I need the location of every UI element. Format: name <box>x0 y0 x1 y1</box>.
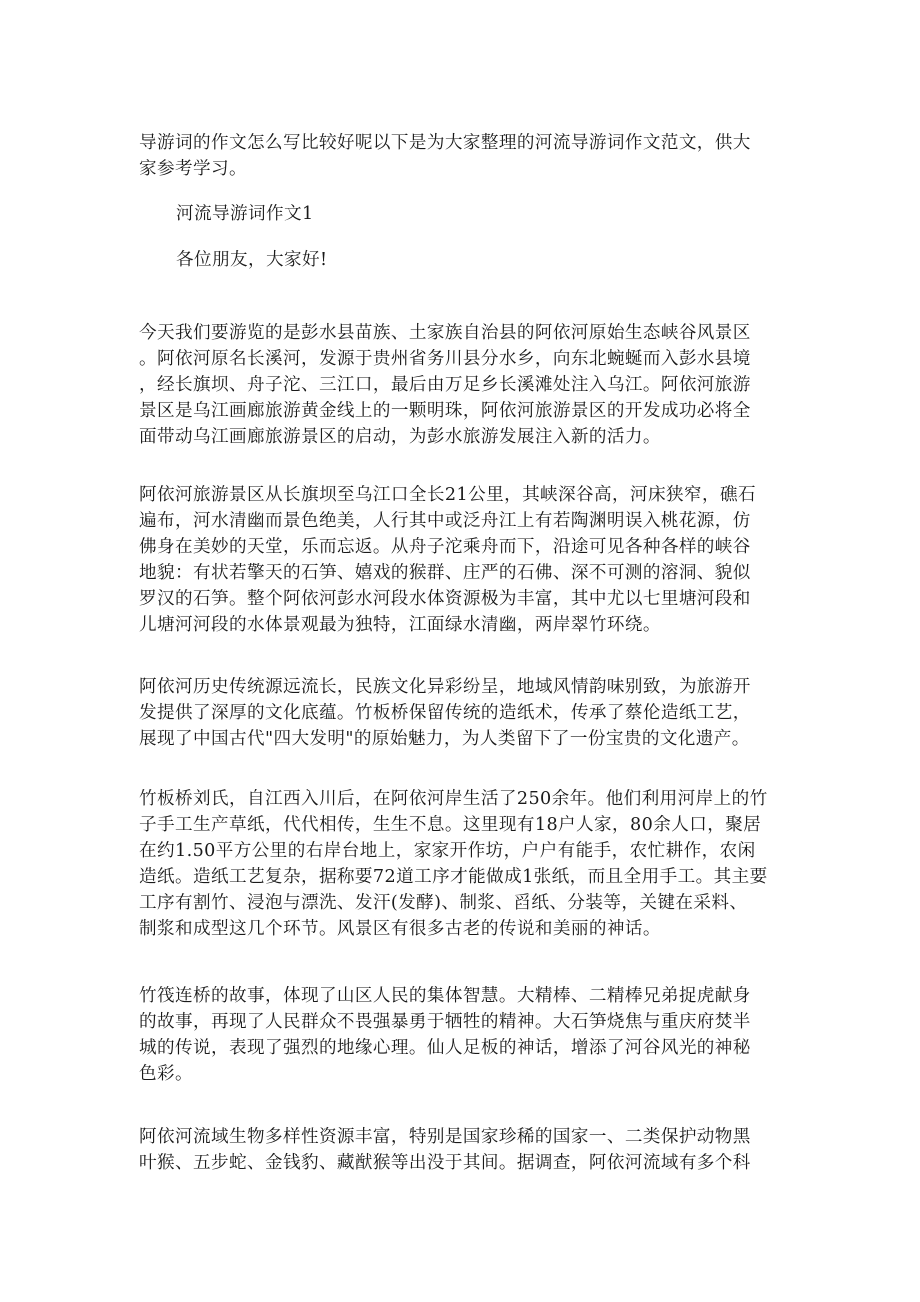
section-title <box>176 201 812 227</box>
text-line: 色彩。 <box>139 1064 193 1084</box>
text-line: 河流导游词作文1 <box>176 204 314 224</box>
text-line: 景区是乌江画廊旅游黄金线上的一颗明珠，阿依河旅游景区的开发成功必将全 <box>139 401 751 421</box>
text-line: 工序有割竹、浸泡与漂洗、发汗(发酵)、制浆、舀纸、分装等，关键在采料、 <box>139 893 748 913</box>
body-paragraph-1 <box>139 320 775 450</box>
text-line: 罗汉的石笋。整个阿依河彭水河段水体资源极为丰富，其中尤以七里塘河段和 <box>139 589 751 609</box>
text-line: 在约1.50平方公里的右岸台地上，家家开作坊，户户有能手，农忙耕作，农闲 <box>139 841 756 861</box>
text-line: 城的传说，表现了强烈的地缘心理。仙人足板的神话，增添了河谷风光的神秘 <box>139 1038 751 1058</box>
body-paragraph-4 <box>139 786 775 942</box>
body-paragraph-5 <box>139 983 775 1087</box>
text-line: 竹筏连桥的故事，体现了山区人民的集体智慧。大精棒、二精棒兄弟捉虎献身 <box>139 986 751 1006</box>
text-line: 阿依河历史传统源远流长，民族文化异彩纷呈，地域风情韵味别致，为旅游开 <box>139 677 751 697</box>
text-line: 导游词的作文怎么写比较好呢以下是为大家整理的河流导游词作文范文，供大 <box>139 133 751 153</box>
text-line: 各位朋友，大家好! <box>176 250 328 270</box>
text-line: 今天我们要游览的是彭水县苗族、土家族自治县的阿依河原始生态峡谷风景区 <box>139 323 751 343</box>
text-line: 面带动乌江画廊旅游景区的启动，为彭水旅游发展注入新的活力。 <box>139 427 661 447</box>
text-line: 展现了中国古代"四大发明"的原始魅力，为人类留下了一份宝贵的文化遗产。 <box>139 729 750 749</box>
text-line: 发提供了深厚的文化底蕴。竹板桥保留传统的造纸术，传承了蔡伦造纸工艺， <box>139 703 751 723</box>
body-paragraph-2 <box>139 482 775 638</box>
text-line: 佛身在美妙的天堂，乐而忘返。从舟子沱乘舟而下，沿途可见各种各样的峡谷 <box>139 537 751 557</box>
text-line: 的故事，再现了人民群众不畏强暴勇于牺牲的精神。大石笋烧焦与重庆府焚半 <box>139 1012 751 1032</box>
text-line: 遍布，河水清幽而景色绝美，人行其中或泛舟江上有若陶渊明误入桃花源，仿 <box>139 511 751 531</box>
text-line: 儿塘河河段的水体景观最为独特，江面绿水清幽，两岸翠竹环绕。 <box>139 615 661 635</box>
body-paragraph-3 <box>139 674 775 752</box>
text-line: 。阿依河原名长溪河，发源于贵州省务川县分水乡，向东北蜿蜒而入彭水县境 <box>139 349 751 369</box>
text-line: 制浆和成型这几个环节。风景区有很多古老的传说和美丽的神话。 <box>139 919 661 939</box>
intro-paragraph <box>139 130 775 182</box>
body-paragraph-6 <box>139 1124 775 1176</box>
text-line: 地貌：有状若擎天的石笋、嬉戏的猴群、庄严的石佛、深不可测的溶洞、貌似 <box>139 563 751 583</box>
text-line: 竹板桥刘氏，自江西入川后，在阿依河岸生活了250余年。他们利用河岸上的竹 <box>139 789 768 809</box>
text-line: ，经长旗坝、舟子沱、三江口，最后由万足乡长溪滩处注入乌江。阿依河旅游 <box>139 375 751 395</box>
text-line: 阿依河流域生物多样性资源丰富，特别是国家珍稀的国家一、二类保护动物黑 <box>139 1127 751 1147</box>
text-line: 阿依河旅游景区从长旗坝至乌江口全长21公里，其峡深谷高，河床狭窄，礁石 <box>139 485 756 505</box>
greeting-paragraph <box>176 247 812 273</box>
text-line: 叶猴、五步蛇、金钱豹、藏猷猴等出没于其间。据调查，阿依河流域有多个科 <box>139 1153 751 1173</box>
text-line: 子手工生产草纸，代代相传，生生不息。这里现有18户人家，80余人口，聚居 <box>139 815 762 835</box>
text-line: 家参考学习。 <box>139 159 247 179</box>
text-line: 造纸。造纸工艺复杂，据称要72道工序才能做成1张纸，而且全用手工。其主要 <box>139 867 768 887</box>
